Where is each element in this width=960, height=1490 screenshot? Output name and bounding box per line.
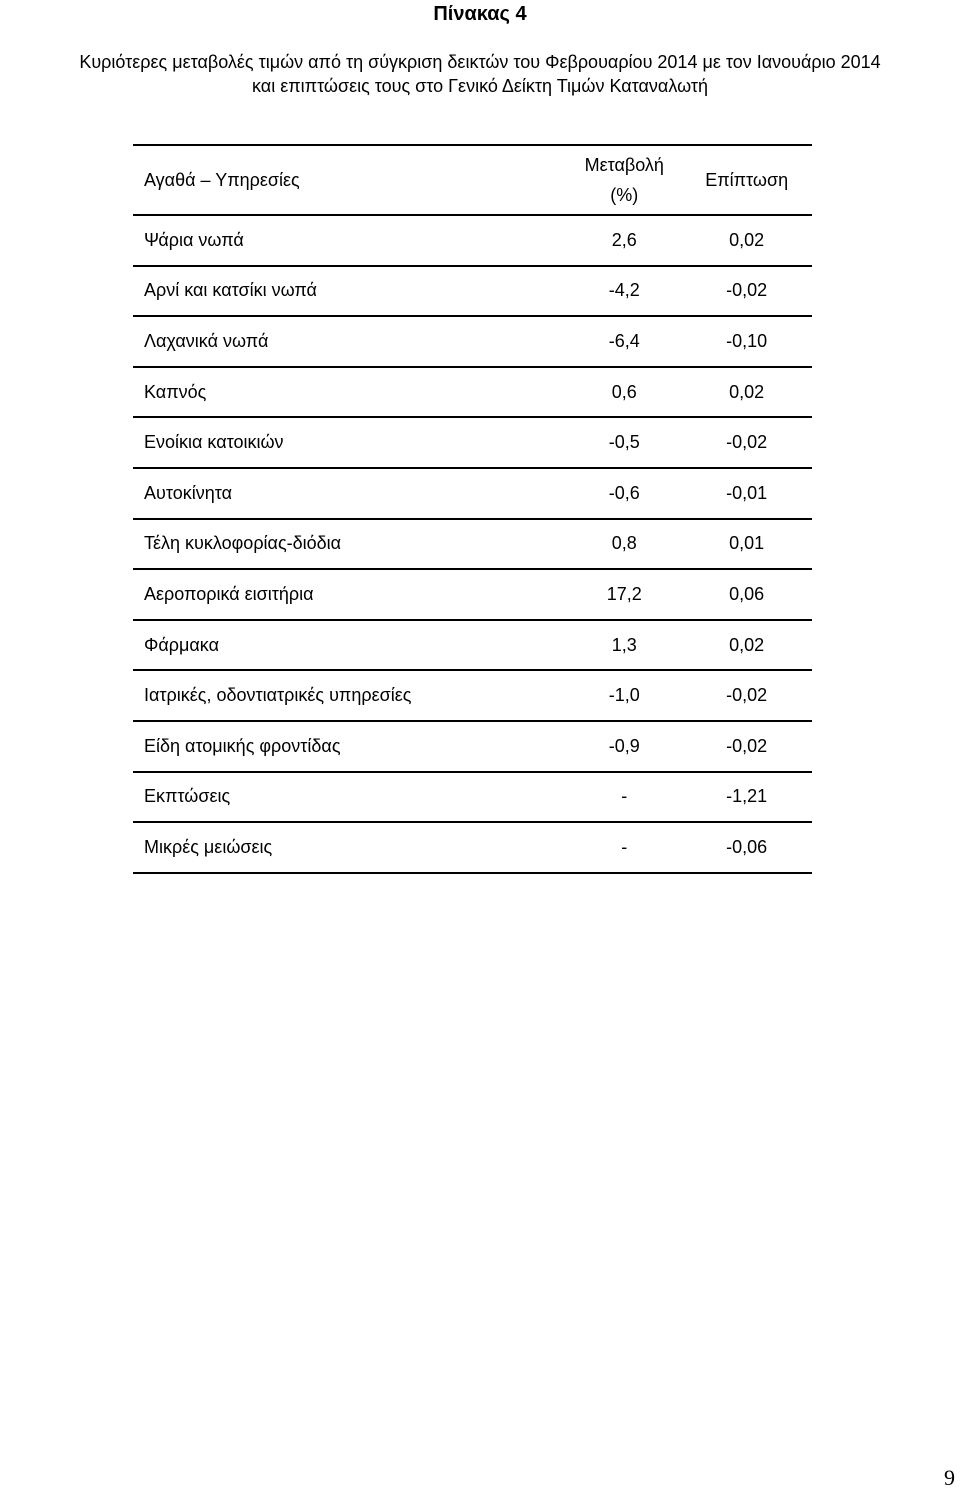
page-title: Πίνακας 4 <box>433 3 527 25</box>
row-item-name: Λαχανικά νωπά <box>133 316 567 367</box>
table-row <box>133 721 812 772</box>
row-item-name: Ψάρια νωπά <box>133 215 567 266</box>
row-item-name: Αρνί και κατσίκι νωπά <box>133 266 567 317</box>
row-item-name: Αυτοκίνητα <box>133 468 567 519</box>
row-impact-value: -0,02 <box>681 670 812 721</box>
header-impact <box>681 145 812 215</box>
row-item-name: Μικρές μειώσεις <box>133 822 567 873</box>
row-change-value: - <box>567 772 681 823</box>
page-number: 9 <box>944 1465 955 1490</box>
table-row <box>133 215 812 266</box>
row-impact-value: 0,01 <box>681 519 812 570</box>
row-change-value: -6,4 <box>567 316 681 367</box>
row-change-value: - <box>567 822 681 873</box>
table-subtitle <box>0 50 960 98</box>
table-row <box>133 772 812 823</box>
row-impact-value: -0,10 <box>681 316 812 367</box>
table-row <box>133 316 812 367</box>
table-row <box>133 569 812 620</box>
row-item-name: Ιατρικές, οδοντιατρικές υπηρεσίες <box>133 670 567 721</box>
row-impact-value: -0,02 <box>681 266 812 317</box>
row-item-name: Είδη ατομικής φροντίδας <box>133 721 567 772</box>
subtitle-line-1: Κυριότερες μεταβολές τιμών από τη σύγκριση δεικτών του Φεβρουαρίου 2014 με τον Ιανουάριο 2014 <box>79 52 881 72</box>
row-impact-value: -0,01 <box>681 468 812 519</box>
row-change-value: -0,9 <box>567 721 681 772</box>
row-item-name: Καπνός <box>133 367 567 418</box>
row-item-name: Τέλη κυκλοφορίας-διόδια <box>133 519 567 570</box>
row-change-value: 0,8 <box>567 519 681 570</box>
row-change-value: 1,3 <box>567 620 681 671</box>
table-body <box>133 215 812 873</box>
subtitle-line-2: και επιπτώσεις τους στο Γενικό Δείκτη Τιμών Καταναλωτή <box>252 76 708 96</box>
header-row <box>133 145 812 215</box>
header-change-unit: (%) <box>610 185 639 205</box>
table-row <box>133 367 812 418</box>
row-impact-value: 0,02 <box>681 367 812 418</box>
row-change-value: 2,6 <box>567 215 681 266</box>
row-change-value: 0,6 <box>567 367 681 418</box>
row-impact-value: 0,02 <box>681 215 812 266</box>
row-change-value: -4,2 <box>567 266 681 317</box>
row-item-name: Εκπτώσεις <box>133 772 567 823</box>
row-change-value: -1,0 <box>567 670 681 721</box>
price-changes-table-container <box>133 144 812 874</box>
header-change <box>567 145 681 215</box>
table-row <box>133 266 812 317</box>
header-goods-services-label: Αγαθά – Υπηρεσίες <box>144 169 300 190</box>
table-row <box>133 519 812 570</box>
row-change-value: -0,6 <box>567 468 681 519</box>
header-goods-services <box>133 145 567 215</box>
row-item-name: Ενοίκια κατοικιών <box>133 417 567 468</box>
table-row <box>133 417 812 468</box>
price-changes-table <box>133 144 812 874</box>
row-item-name: Φάρμακα <box>133 620 567 671</box>
table-row <box>133 670 812 721</box>
row-impact-value: -0,02 <box>681 417 812 468</box>
table-row <box>133 620 812 671</box>
table-header <box>133 145 812 215</box>
header-impact-label: Επίπτωση <box>705 169 789 190</box>
row-impact-value: -0,06 <box>681 822 812 873</box>
table-row <box>133 468 812 519</box>
header-change-label: Μεταβολή <box>584 155 664 175</box>
row-impact-value: -0,02 <box>681 721 812 772</box>
row-change-value: -0,5 <box>567 417 681 468</box>
row-impact-value: -1,21 <box>681 772 812 823</box>
row-change-value: 17,2 <box>567 569 681 620</box>
row-impact-value: 0,06 <box>681 569 812 620</box>
table-row <box>133 822 812 873</box>
row-item-name: Αεροπορικά εισιτήρια <box>133 569 567 620</box>
row-impact-value: 0,02 <box>681 620 812 671</box>
